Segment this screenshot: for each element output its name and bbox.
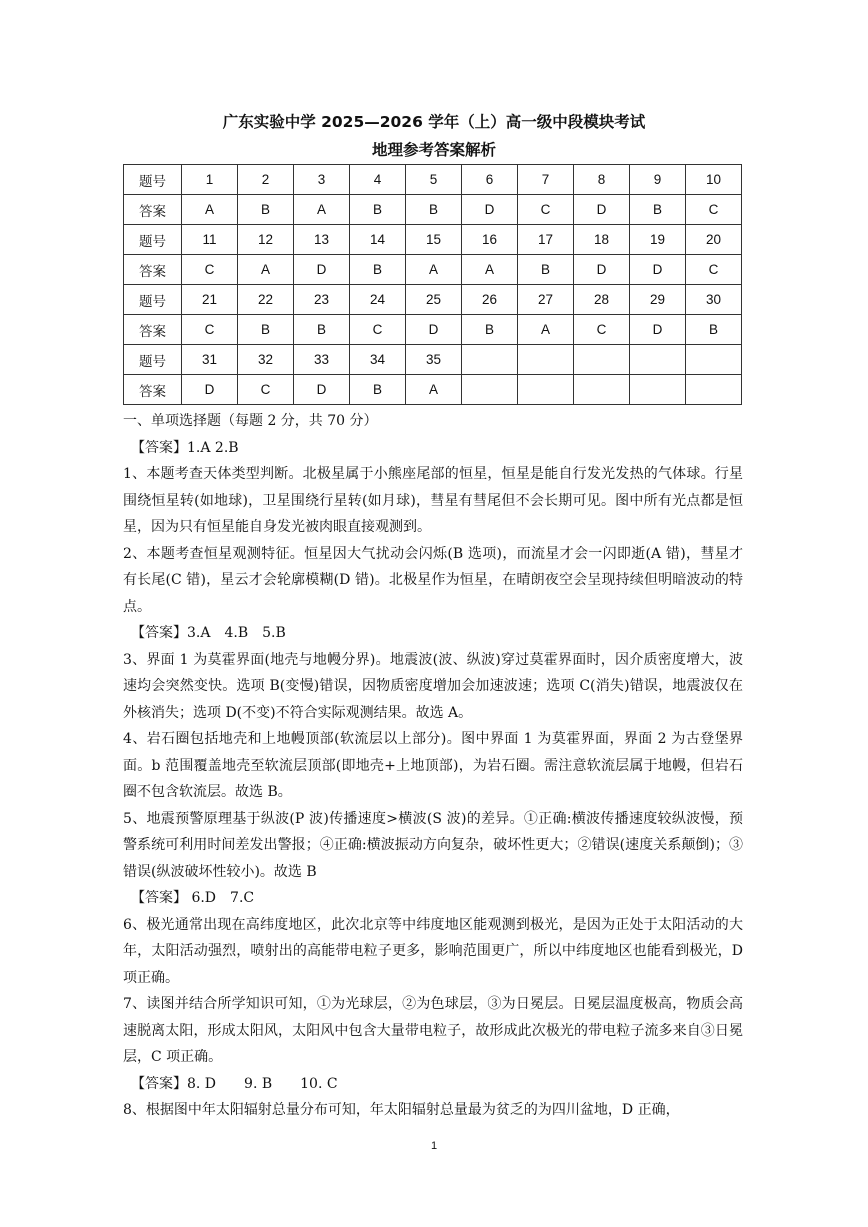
table-cell: 16 (462, 225, 518, 255)
explanation-paragraph: 6、极光通常出现在高纬度地区，此次北京等中纬度地区能观测到极光，是因为正处于太阳活动的大年，太阳活动强烈，喷射出的高能带电粒子更多，影响范围更广，所以中纬度地区也能看到极光，D 项正确。 (123, 916, 743, 986)
explanation-paragraph: 2、本题考查恒星观测特征。恒星因大气扰动会闪烁(B 选项)，而流星才会一闪即逝(A 错)，彗星才有长尾(C 错)，星云才会轮廓模糊(D 错)。北极星作为恒星，在晴朗夜空会呈现持续但明暗波动的特点。 (123, 545, 743, 615)
table-cell: 4 (350, 165, 406, 195)
table-cell: 23 (294, 285, 350, 315)
table-cell: 17 (518, 225, 574, 255)
question-number-row (124, 165, 742, 195)
table-cell: A (182, 195, 238, 225)
table-cell: 11 (182, 225, 238, 255)
table-cell (462, 345, 518, 375)
table-cell: A (406, 375, 462, 405)
table-cell: A (518, 315, 574, 345)
document-title: 广东实验中学 2025—2026 学年（上）高一级中段模块考试 (222, 113, 646, 131)
table-cell: 34 (350, 345, 406, 375)
table-cell: C (182, 255, 238, 285)
table-cell: D (294, 255, 350, 285)
explanation-paragraph: 1、本题考查天体类型判断。北极星属于小熊座尾部的恒星，恒星是能自行发光发热的气体球。行星围绕恒星转(如地球)，卫星围绕行星转(如月球)，彗星有彗尾但不会长期可见。图中所有光点都是恒星，因为只有恒星能自身发光被肉眼直接观测到。 (123, 466, 743, 535)
table-cell: 27 (518, 285, 574, 315)
answer-row (124, 195, 742, 225)
table-cell: D (462, 195, 518, 225)
answer-row (124, 375, 742, 405)
answer-table (123, 164, 742, 405)
section-heading: 一、单项选择题（每题 2 分，共 70 分） (123, 413, 378, 429)
table-cell: 35 (406, 345, 462, 375)
table-cell: 28 (574, 285, 630, 315)
table-cell: D (630, 255, 686, 285)
row-header-cell: 答案 (124, 375, 182, 405)
row-header-cell: 答案 (124, 255, 182, 285)
row-header-cell: 题号 (124, 285, 182, 315)
table-cell (630, 375, 686, 405)
question-number-row (124, 345, 742, 375)
row-header-cell: 题号 (124, 225, 182, 255)
table-cell: 29 (630, 285, 686, 315)
table-cell (574, 345, 630, 375)
table-cell: B (518, 255, 574, 285)
table-cell: 33 (294, 345, 350, 375)
table-cell: B (294, 315, 350, 345)
row-header-cell: 答案 (124, 195, 182, 225)
table-cell: 32 (238, 345, 294, 375)
table-cell: 7 (518, 165, 574, 195)
answer-line: 【答案】 6.D 7.C (131, 890, 255, 906)
explanation-paragraph: 4、岩石圈包括地壳和上地幔顶部(软流层以上部分)。图中界面 1 为莫霍界面，界面 2 为古登堡界面。b 范围覆盖地壳至软流层顶部(即地壳+上地顶部)，为岩石圈。需注意软流层属于地幔，但岩石圈不包含软流层。故选 B。 (123, 731, 743, 800)
table-cell (518, 345, 574, 375)
answer-row (124, 255, 742, 285)
table-cell: B (238, 195, 294, 225)
table-cell: C (574, 315, 630, 345)
table-cell: A (462, 255, 518, 285)
table-cell (630, 345, 686, 375)
table-cell: 18 (574, 225, 630, 255)
table-cell: C (686, 195, 742, 225)
table-cell: D (630, 315, 686, 345)
table-cell: B (238, 315, 294, 345)
row-header-cell: 答案 (124, 315, 182, 345)
table-cell: 15 (406, 225, 462, 255)
table-cell: 20 (686, 225, 742, 255)
table-cell: D (182, 375, 238, 405)
table-cell: A (238, 255, 294, 285)
answer-line: 【答案】1.A 2.B (131, 439, 239, 456)
table-cell: 2 (238, 165, 294, 195)
table-cell: C (518, 195, 574, 225)
table-cell: D (294, 375, 350, 405)
table-cell: B (350, 255, 406, 285)
table-cell: C (686, 255, 742, 285)
table-cell: D (406, 315, 462, 345)
table-cell: 31 (182, 345, 238, 375)
table-cell: 6 (462, 165, 518, 195)
table-cell: 21 (182, 285, 238, 315)
table-cell: 12 (238, 225, 294, 255)
table-cell: B (406, 195, 462, 225)
table-cell: 13 (294, 225, 350, 255)
table-cell: D (574, 195, 630, 225)
table-cell: B (686, 315, 742, 345)
explanation-paragraph: 3、界面 1 为莫霍界面(地壳与地幔分界)。地震波(波、纵波)穿过莫霍界面时，因介质密度增大，波速均会突然变快。选项 B(变慢)错误，因物质密度增加会加速波速；选项 C(消失)错误，地震波仅在外核消失；选项 D(不变)不符合实际观测结果。故选 A。 (123, 651, 743, 721)
table-cell: 14 (350, 225, 406, 255)
table-cell: 3 (294, 165, 350, 195)
table-cell (574, 375, 630, 405)
table-cell (686, 375, 742, 405)
table-cell: 24 (350, 285, 406, 315)
table-cell (686, 345, 742, 375)
document-subtitle: 地理参考答案解析 (371, 141, 496, 159)
table-cell: C (182, 315, 238, 345)
explanation-paragraph: 5、地震预警原理基于纵波(P 波)传播速度>横波(S 波)的差异。①正确:横波传播速度较纵波慢，预警系统可利用时间差发出警报；④正确:横波振动方向复杂，破坏性更大；②错误(速度关系颠倒)；③错误(纵波破坏性较小)。故选 B (123, 810, 743, 880)
table-cell: 1 (182, 165, 238, 195)
table-cell: 9 (630, 165, 686, 195)
answer-line: 【答案】8. D 9. B 10. C (131, 1075, 338, 1092)
explanation-paragraph: 7、读图并结合所学知识可知，①为光球层，②为色球层，③为日冕层。日冕层温度极高，物质会高速脱离太阳，形成太阳风，太阳风中包含大量带电粒子，故形成此次极光的带电粒子流多来自③日冕层，C 项正确。 (123, 996, 743, 1065)
answer-line: 【答案】3.A 4.B 5.B (131, 625, 286, 641)
table-cell: C (350, 315, 406, 345)
table-cell: 19 (630, 225, 686, 255)
row-header-cell: 题号 (124, 345, 182, 375)
table-cell: 26 (462, 285, 518, 315)
table-cell: 8 (574, 165, 630, 195)
table-cell: C (238, 375, 294, 405)
table-cell (518, 375, 574, 405)
table-cell: A (406, 255, 462, 285)
table-cell: 5 (406, 165, 462, 195)
table-cell: A (294, 195, 350, 225)
question-number-row (124, 285, 742, 315)
page-number: 1 (430, 1140, 438, 1152)
explanation-paragraph: 8、根据图中年太阳辐射总量分布可知，年太阳辐射总量最为贫乏的为四川盆地，D 正确， (123, 1102, 680, 1118)
table-cell: D (574, 255, 630, 285)
table-cell: 25 (406, 285, 462, 315)
table-cell: 10 (686, 165, 742, 195)
table-cell (462, 375, 518, 405)
table-cell: 30 (686, 285, 742, 315)
question-number-row (124, 225, 742, 255)
table-cell: B (462, 315, 518, 345)
table-cell: 22 (238, 285, 294, 315)
explanation-body (123, 408, 743, 1124)
table-cell: B (630, 195, 686, 225)
row-header-cell: 题号 (124, 165, 182, 195)
answer-row (124, 315, 742, 345)
table-cell: B (350, 195, 406, 225)
table-cell: B (350, 375, 406, 405)
